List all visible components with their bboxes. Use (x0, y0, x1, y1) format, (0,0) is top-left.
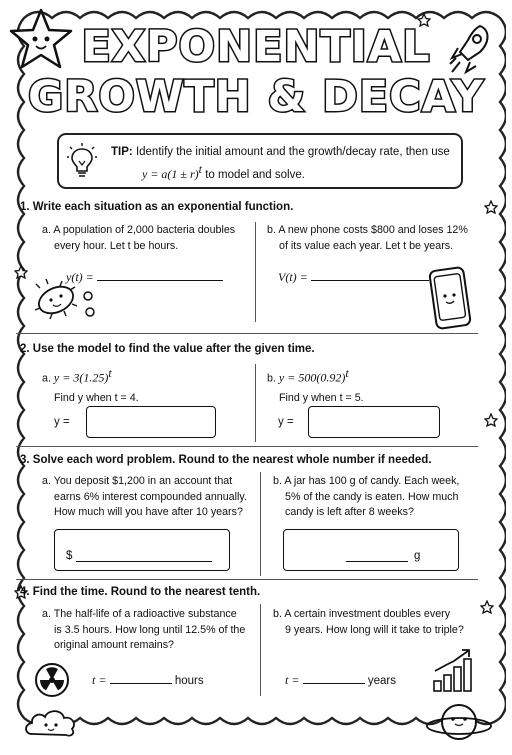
model-exponent: t (108, 366, 112, 380)
grams-unit: g (414, 550, 421, 562)
question-4a (42, 607, 245, 654)
question-label: a. (42, 372, 51, 385)
question-3b (273, 474, 459, 521)
dollar-sign: $ (66, 550, 73, 562)
question-text: A new phone costs $800 and loses 12% (278, 224, 468, 236)
question-text: You deposit $1,200 in an account that (53, 475, 233, 487)
question-3a (42, 474, 247, 521)
column-divider (255, 222, 256, 322)
question-label: a. (42, 475, 51, 487)
answer-box-3a[interactable] (54, 529, 230, 571)
answer-prefix: V(t) = (278, 270, 308, 284)
answer-box-3b[interactable] (283, 529, 459, 571)
question-label: b. (267, 224, 276, 236)
section-divider (16, 579, 478, 580)
answer-box-2a[interactable] (86, 406, 216, 438)
column-divider (260, 472, 261, 576)
answer-blank[interactable] (76, 561, 212, 562)
growth-chart-icon (432, 647, 476, 693)
question-text: How much will you have after 10 years? (54, 506, 243, 518)
answer-blank[interactable] (97, 280, 223, 281)
question-text: every hour. Let t be hours. (54, 239, 179, 252)
title-line-1: EXPONENTIAL (81, 22, 431, 72)
lightbulb-icon (67, 143, 97, 179)
answer-2b-label: y = (278, 416, 294, 428)
model-equation: y = 3(1.25) (53, 370, 109, 385)
star-icon (14, 265, 28, 279)
question-text: original amount remains? (54, 639, 174, 651)
question-text: A population of 2,000 bacteria doubles (53, 224, 236, 236)
question-2b (267, 366, 364, 409)
answer-blank[interactable] (110, 683, 172, 684)
answer-4b[interactable] (285, 673, 396, 688)
question-text: 9 years. How long will it take to triple? (285, 623, 464, 636)
tip-formula: y = a(1 ± r) (142, 166, 199, 181)
column-divider (255, 364, 256, 442)
tip-line-1: Identify the initial amount and the growth/decay rate, then use (135, 146, 450, 158)
answer-prefix: t = (92, 673, 107, 687)
question-text: 5% of the candy is eaten. How much (285, 490, 459, 503)
question-4b (273, 607, 464, 638)
star-icon (480, 600, 494, 614)
answer-blank[interactable] (311, 280, 429, 281)
question-text: A certain investment doubles every (284, 608, 451, 620)
answer-1b[interactable] (278, 270, 429, 285)
years-unit: years (367, 675, 396, 687)
question-text: candy is left after 8 weeks? (285, 506, 414, 518)
question-text: The half-life of a radioactive substance (53, 608, 237, 620)
answer-blank[interactable] (346, 561, 408, 562)
answer-prefix: t = (285, 673, 300, 687)
question-1b (267, 223, 468, 254)
tip-label: TIP: (111, 146, 133, 158)
answer-prefix: y(t) = (66, 270, 94, 284)
tip-box (57, 133, 463, 189)
section-4-heading: 4. Find the time. Round to the nearest tenth. (20, 586, 261, 598)
smiling-planet-icon (424, 698, 494, 744)
answer-box-2b[interactable] (308, 406, 440, 438)
section-1-heading: 1. Write each situation as an exponential function. (20, 201, 294, 213)
section-2-heading: 2. Use the model to find the value after the given time. (20, 343, 315, 355)
model-equation: y = 500(0.92) (278, 370, 346, 385)
question-text: A jar has 100 g of candy. Each week, (284, 475, 460, 487)
answer-4a[interactable] (92, 673, 204, 688)
star-icon (484, 200, 498, 214)
question-text: is 3.5 hours. How long until 12.5% of the (54, 623, 246, 636)
answer-2a-label: y = (54, 416, 70, 428)
smiling-cloud-icon (22, 706, 80, 740)
question-label: a. (42, 224, 51, 236)
section-divider (16, 446, 478, 447)
question-label: a. (42, 608, 51, 620)
question-label: b. (273, 475, 282, 487)
star-icon (484, 413, 498, 427)
question-text: Find y when t = 5. (279, 392, 364, 405)
smartphone-icon (427, 266, 473, 330)
question-text: of its value each year. Let t be years. (279, 239, 454, 252)
question-label: b. (273, 608, 282, 620)
bacteria-icon (34, 278, 100, 322)
question-label: b. (267, 372, 276, 385)
question-text: earns 6% interest compounded annually. (54, 490, 247, 503)
column-divider (260, 604, 261, 696)
answer-blank[interactable] (303, 683, 365, 684)
question-1a (42, 223, 235, 254)
model-exponent: t (345, 366, 349, 380)
question-2a (42, 366, 139, 409)
hours-unit: hours (174, 675, 204, 687)
tip-line-2: to model and solve. (202, 168, 305, 181)
section-3-heading: 3. Solve each word problem. Round to the nearest whole number if needed. (20, 454, 432, 466)
radiation-icon (34, 662, 70, 698)
question-text: Find y when t = 4. (54, 392, 139, 405)
tip-formula-exponent: t (198, 162, 203, 176)
section-divider (16, 333, 478, 334)
title-line-2: GROWTH & DECAY (27, 72, 485, 122)
